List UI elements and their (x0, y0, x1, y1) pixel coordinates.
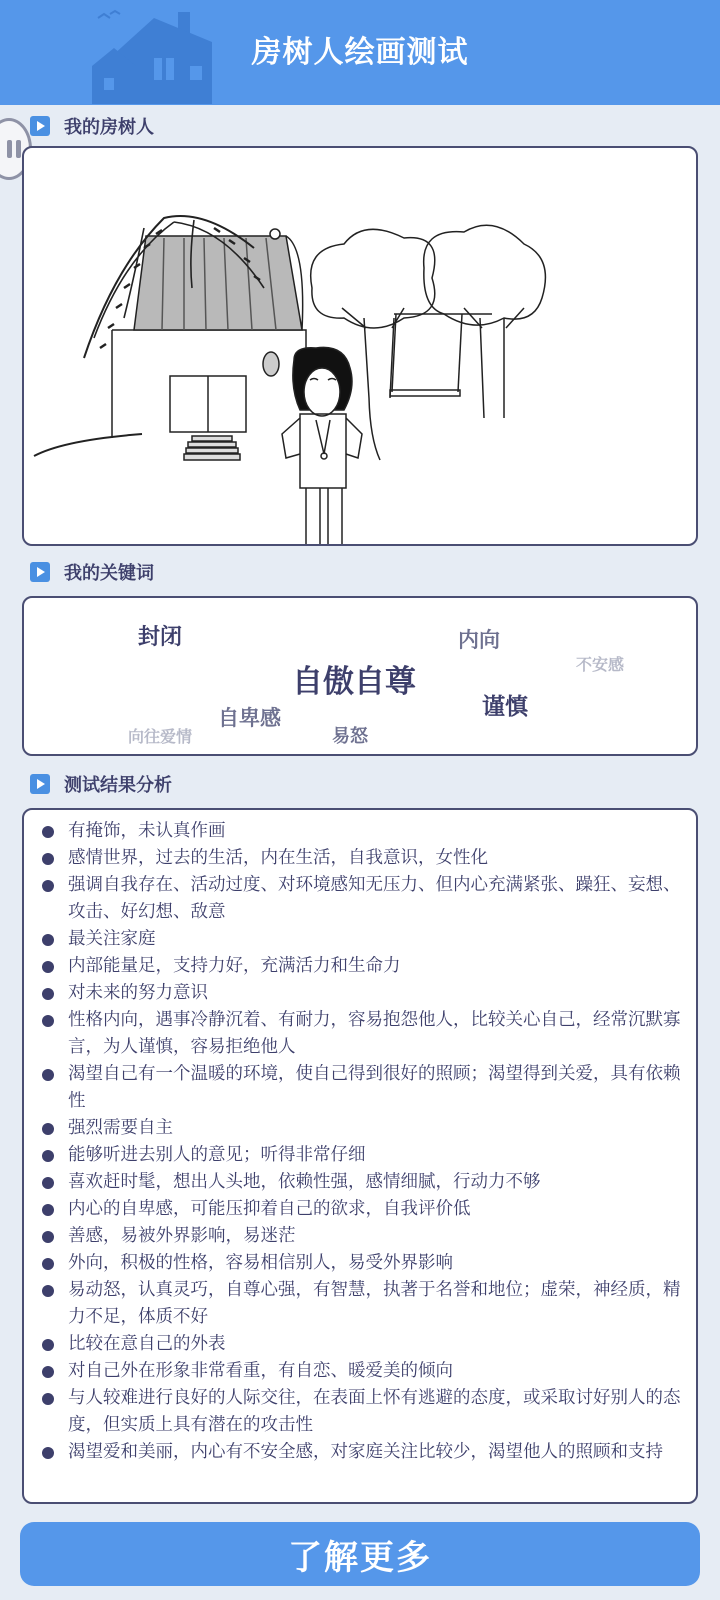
keyword-tag: 内向 (458, 628, 500, 652)
list-item: 喜欢赶时髦，想出人头地，依赖性强，感情细腻，行动力不够 (38, 1169, 684, 1196)
analysis-section-title: 测试结果分析 (30, 772, 172, 796)
list-item: 对未来的努力意识 (38, 980, 684, 1007)
list-item: 感情世界，过去的生活，内在生活，自我意识，女性化 (38, 845, 684, 872)
list-item: 比较在意自己的外表 (38, 1331, 684, 1358)
analysis-list (24, 810, 696, 1466)
analysis-card[interactable] (22, 808, 698, 1504)
list-item: 对自己外在形象非常看重，有自恋、暖爱美的倾向 (38, 1358, 684, 1385)
house-tree-person-drawing (24, 148, 698, 546)
list-item: 最关注家庭 (38, 926, 684, 953)
list-item: 内部能量足，支持力好，充满活力和生命力 (38, 953, 684, 980)
list-item: 善感，易被外界影响，易迷茫 (38, 1223, 684, 1250)
list-item: 能够听进去别人的意见；听得非常仔细 (38, 1142, 684, 1169)
list-item: 渴望自己有一个温暖的环境，使自己得到很好的照顾；渴望得到关爱，具有依赖性 (38, 1061, 684, 1115)
list-item: 有掩饰，未认真作画 (38, 818, 684, 845)
drawing-card (22, 146, 698, 546)
list-item: 内心的自卑感，可能压抑着自己的欲求，自我评价低 (38, 1196, 684, 1223)
play-triangle-icon (30, 116, 50, 136)
keyword-tag: 谨慎 (482, 694, 528, 720)
list-item: 易动怒，认真灵巧，自尊心强，有智慧，执著于名誉和地位；虚荣，神经质，精力不足，体质不好 (38, 1277, 684, 1331)
drawing-section-title: 我的房树人 (30, 114, 154, 138)
page-title: 房树人绘画测试 (251, 35, 469, 70)
pause-icon (7, 140, 21, 158)
keyword-tag: 向往爱情 (128, 727, 193, 746)
list-item: 与人较难进行良好的人际交往，在表面上怀有逃避的态度，或采取讨好别人的态度，但实质上具有潜在的攻击性 (38, 1385, 684, 1439)
keyword-tag: 封闭 (138, 625, 183, 650)
keyword-tag: 自傲自尊 (292, 664, 416, 700)
play-triangle-icon (30, 774, 50, 794)
list-item: 渴望爱和美丽，内心有不安全感，对家庭关注比较少，渴望他人的照顾和支持 (38, 1439, 684, 1466)
list-item: 性格内向，遇事冷静沉着、有耐力，容易抱怨他人，比较关心自己，经常沉默寡言，为人谨慎，容易拒绝他人 (38, 1007, 684, 1061)
list-item: 强调自我存在、活动过度、对环境感知无压力、但内心充满紧张、躁狂、妄想、攻击、好幻想、敌意 (38, 872, 684, 926)
keywords-section-title: 我的关键词 (30, 560, 154, 584)
learn-more-button[interactable]: 了解更多 (20, 1522, 700, 1586)
play-triangle-icon (30, 562, 50, 582)
list-item: 强烈需要自主 (38, 1115, 684, 1142)
keywords-card (22, 596, 698, 756)
app-header (0, 0, 720, 105)
list-item: 外向，积极的性格，容易相信别人，易受外界影响 (38, 1250, 684, 1277)
keyword-tag: 易怒 (332, 726, 368, 747)
keyword-tag: 不安感 (576, 655, 625, 674)
keyword-tag: 自卑感 (218, 706, 281, 730)
